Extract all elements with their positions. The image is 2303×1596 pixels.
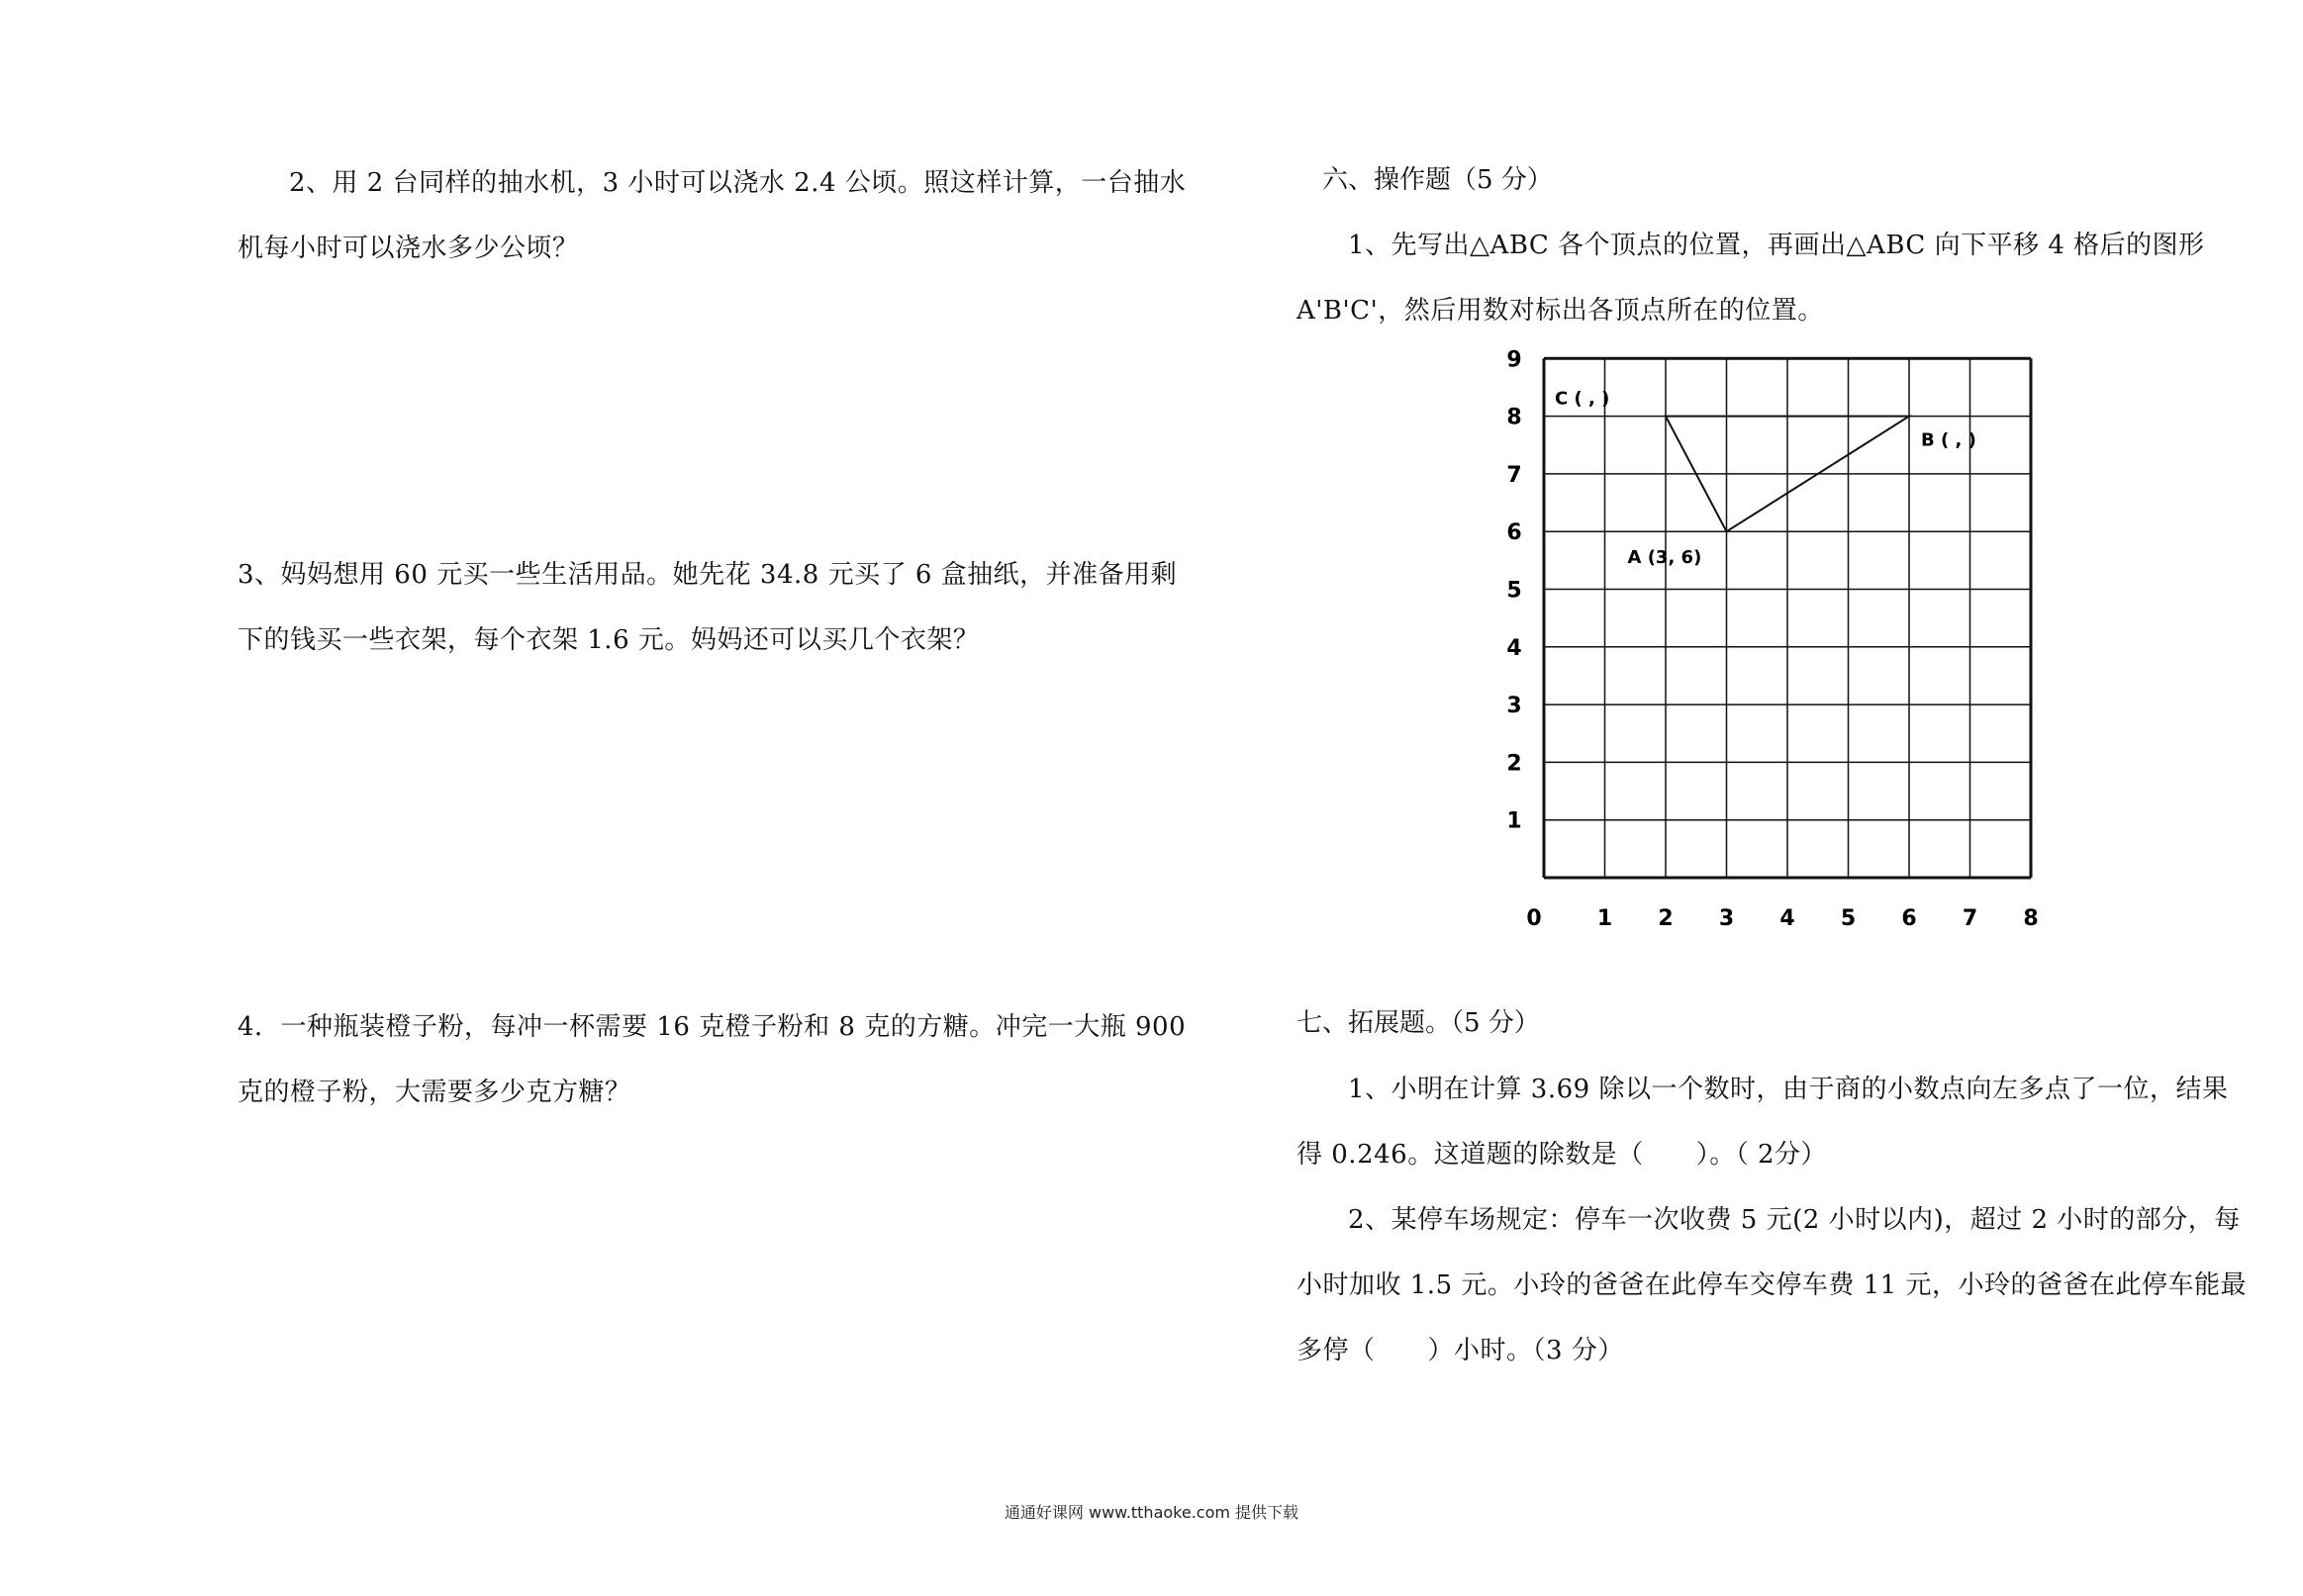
footer-source: 通通好课网 www.tthaoke.com 提供下载 xyxy=(1004,1503,1299,1522)
x-tick-label: 1 xyxy=(1596,906,1613,931)
y-tick-label: 9 xyxy=(1506,348,1522,373)
y-tick-label: 5 xyxy=(1506,578,1522,604)
y-tick-label: 8 xyxy=(1506,405,1522,430)
x-tick-label: 3 xyxy=(1718,906,1735,931)
question-4: 4．一种瓶装橙子粉，每冲一杯需要 16 克橙子粉和 8 克的方糖。冲完一大瓶 900 克的橙子粉，大需要多少克方糖？ xyxy=(238,1012,1187,1107)
vertex-label-a: A (3, 6) xyxy=(1627,547,1702,569)
question-2: 2、用 2 台同样的抽水机，3 小时可以浇水 2.4 公顷。照这样计算，一台抽水机每小时可以浇水多少公顷？ xyxy=(238,168,1187,263)
x-tick-label: 2 xyxy=(1658,906,1674,931)
y-tick-label: 3 xyxy=(1506,694,1522,719)
vertex-label-b: B ( , ) xyxy=(1921,429,1976,451)
section-7-title: 七、拓展题。（5 分） xyxy=(1296,1008,1540,1038)
coordinate-grid-figure xyxy=(1475,348,2049,936)
coordinate-grid-svg xyxy=(1475,348,2049,932)
x-tick-label: 4 xyxy=(1779,906,1795,931)
x-tick-label: 0 xyxy=(1526,906,1542,931)
section-6-question-1: 1、先写出△ABC 各个顶点的位置，再画出△ABC 向下平移 4 格后的图形 A'B'C'，然后用数对标出各顶点所在的位置。 xyxy=(1296,231,2205,326)
x-tick-label: 7 xyxy=(1962,906,1978,931)
y-tick-label: 6 xyxy=(1506,520,1522,546)
question-3: 3、妈妈想用 60 元买一些生活用品。她先花 34.8 元买了 6 盒抽纸，并准备用剩下的钱买一些衣架，每个衣架 1.6 元。妈妈还可以买几个衣架？ xyxy=(238,560,1178,655)
section-6-title: 六、操作题（5 分） xyxy=(1322,165,1553,195)
x-tick-label: 5 xyxy=(1840,906,1857,931)
vertex-label-c: C ( , ) xyxy=(1555,388,1610,410)
section-7-question-1: 1、小明在计算 3.69 除以一个数时，由于商的小数点向左多点了一位，结果得 0.246。这道题的除数是（ ）。（ 2分） xyxy=(1296,1075,2229,1170)
section-7-question-2: 2、某停车场规定：停车一次收费 5 元(2 小时以内)，超过 2 小时的部分，每小时加收 1.5 元。小玲的爸爸在此停车交停车费 11 元，小玲的爸爸在此停车能最多停（ ）小时。（3 分） xyxy=(1296,1205,2247,1365)
y-tick-label: 4 xyxy=(1506,635,1522,661)
y-tick-label: 1 xyxy=(1506,808,1522,834)
x-tick-label: 8 xyxy=(2023,906,2039,931)
y-tick-label: 2 xyxy=(1506,751,1522,777)
triangle-abc xyxy=(1555,389,1976,569)
x-tick-label: 6 xyxy=(1901,906,1917,931)
y-tick-label: 7 xyxy=(1506,462,1522,488)
